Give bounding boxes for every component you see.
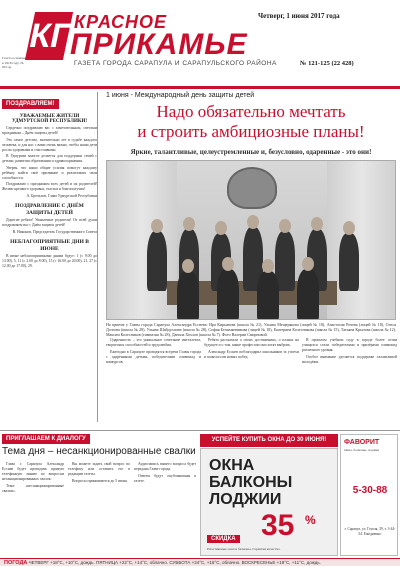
window-ad-title: [209, 457, 292, 508]
signature-2: В. Никонов, Председатель Государственного Совета: [12, 230, 97, 234]
person-head: [182, 259, 194, 273]
issue-date: Четверг, 1 июня 2017 года: [258, 12, 340, 20]
paragraph: Аудиозапись вашего вопроса будет передана Главе города.: [134, 462, 196, 471]
bad-days-heading: НЕБЛАГОПРИЯТНЫЕ ДНИ В ИЮНЕ: [10, 239, 89, 252]
paragraph: Одаренность – это уникальное сочетание интеллекта, творческих способностей и трудолюбия.: [106, 338, 201, 347]
paragraph: Дорогие ребята! Уважаемые родители! От всей души поздравляем вас с Днём защиты детей!: [2, 218, 97, 227]
paragraph: Сердечно поздравляю вас с замечательным, светлым праздником – Днём защиты детей!: [2, 126, 97, 135]
ad-line: БАЛКОНЫ: [209, 474, 293, 491]
paragraph: Это самое детство, значительно лет в судьбе каждого человека, и для нас с вами очень важно, чтобы наши дети росли здоровыми и счастливыми.: [2, 137, 97, 152]
discount-label: СКИДКА: [207, 535, 240, 543]
founded-note: Газета основана в 1918 году. № 90 год: [2, 56, 27, 69]
favorit-ad[interactable]: [340, 434, 398, 556]
headline-line-2: и строить амбициозные планы!: [137, 122, 365, 141]
curtain-right: [327, 161, 396, 320]
weather-strip: [0, 558, 400, 566]
bad-days-body: [2, 254, 97, 269]
ad-fine-print: Пластиковые окна и балконы. Гарантия качества.: [207, 547, 281, 551]
person-head: [151, 219, 163, 233]
photo-caption: На приеме у Главы города Сарапула Александра Есснева: Ира Кирьянова (школа № 21), Ульяна Мещерякова (лицей № 18), Анастасия Рочева (лицей № 18), Олеся Долгова (школа № 28), Ульяна Шайдуллина (школа № 28), София Безымянникова (лицей № 18), Екатерина Колесникова (школа № 15), Татьяна Крылова (школа № 12), Максим Колесников (гимназия № 28), Данила Хохлов (школа № 7). Фото Валерии Смирновой.: [106, 322, 396, 337]
person-silhouette: [177, 271, 199, 320]
masthead-divider: [0, 86, 400, 89]
invite-label: ПРИГЛАШАЕМ К ДИАЛОГУ: [2, 434, 90, 444]
logo-main-word: ПРИКАМЬЕ: [70, 28, 248, 61]
favorit-subtitle: Окна, балконы, лоджии: [344, 448, 380, 452]
person-head: [343, 221, 355, 235]
signature: А. Бречалов, Глава Удмуртской Республики: [26, 194, 97, 198]
person-head: [247, 215, 259, 229]
bottom-column-3: [134, 462, 196, 485]
ad-line: ЛОДЖИИ: [209, 491, 282, 508]
person-head: [262, 259, 274, 273]
paragraph: Вы можете задать свой вопрос по телефону или оставить его в редакции газеты.: [68, 462, 130, 476]
congrats-body: [2, 126, 97, 192]
paragraph: В июне неблагоприятными днями будут: 1 (с 9.00 до 13.00), 5, 11 (с 2.00 до 8.00), 15 (с 16.00 до 20.00), 21, 27 (с 12.00 до 17.00), 29.: [2, 254, 97, 268]
topline: 1 июня - Международный день защиты детей: [106, 92, 255, 99]
paragraph: Ребята рассказали о своих достижениях, о планах на будущее и о том, какие профессии они хотят выбрать.: [204, 338, 299, 347]
paragraph: Ответы будут опубликованы в газете.: [134, 473, 196, 483]
favorit-phone: 5-30-88: [352, 485, 388, 496]
paragraph: Поздравляю с праздником всех детей и их родителей! Желаю крепкого здоровья, счастья и благополучия!: [2, 182, 97, 191]
article-column-2: [204, 338, 299, 361]
congrats-heading: УВАЖАЕМЫЕ ЖИТЕЛИ УДМУРТСКОЙ РЕСПУБЛИКИ!: [11, 114, 88, 124]
person-silhouette: [217, 269, 239, 320]
person-head: [279, 219, 291, 233]
favorit-logo: ФАВОРИТ: [344, 439, 380, 446]
weather-text: ЧЕТВЕРГ +18°С, +10°С, дождь. ПЯТНИЦА +22°С, +14°С, облачно. СУББОТА +24°С, +16°С, облачно. ВОСКРЕСЕНЬЕ +19°С, +11°С, дождь.: [28, 560, 321, 565]
person-head: [302, 257, 314, 271]
person-head: [311, 217, 323, 231]
discount-value: 35: [261, 509, 295, 542]
article-column-3: [302, 338, 397, 366]
paragraph: Тема: «несанкционированные свалки».: [2, 483, 64, 493]
paragraph: В Удмуртии многое делается для поддержки семей с детьми, развития образования и здравоохранения.: [2, 154, 97, 163]
masthead: [0, 0, 400, 78]
congrats-label: ПОЗДРАВЛЯЕМ!: [2, 99, 59, 109]
congrats-heading-2: ПОЗДРАВЛЕНИЕ С ДНЁМ ЗАЩИТЫ ДЕТЕЙ: [15, 203, 84, 216]
window-ad[interactable]: [200, 448, 338, 556]
favorit-address: г. Сарапул, ул. Гоголя, 39, т. 3-44-54. Ежедневно.: [344, 527, 396, 536]
subheadline: Яркие, талантливые, целеустремленные и, безусловно, одаренные - это они!: [130, 148, 372, 156]
window-ad-banner[interactable]: УСПЕЙТЕ КУПИТЬ ОКНА ДО 30 ИЮНЯ!: [200, 434, 338, 447]
weather-label: ПОГОДА: [4, 560, 28, 566]
person-silhouette: [257, 271, 279, 320]
person-head: [222, 257, 234, 271]
issue-number: № 121-125 (22 428): [300, 60, 354, 67]
congrats-body-2: [2, 218, 97, 228]
headline-line-1: Надо обязательно мечтать: [156, 102, 346, 121]
paragraph: Александр Есснев поблагодарил школьников за успехи и пожелал им новых побед.: [204, 349, 299, 359]
discount-percent: %: [305, 513, 316, 527]
person-head: [215, 221, 227, 235]
article-column-1: [106, 338, 201, 366]
coat-of-arms-icon: [227, 167, 277, 209]
main-headline: [106, 102, 396, 142]
person-silhouette: [339, 233, 359, 291]
paragraph: Уверен, что наши общие усилия помогут каждому ребёнку найти своё призвание и реализовать свои способности.: [2, 165, 97, 180]
left-column: [2, 92, 98, 422]
bottom-divider: [0, 430, 400, 431]
paragraph: Особое внимание уделяется поддержке талантливой молодёжи.: [302, 354, 397, 364]
person-silhouette: [147, 231, 167, 291]
logo-mark: КП: [25, 12, 73, 60]
group-photo: [106, 160, 396, 320]
logo-top-word: КРАСНОЕ: [74, 12, 168, 32]
paragraph: В прошлом учебном году в городе более сотни учащихся стали победителями и призёрами олимпиад различного уровня.: [302, 338, 397, 352]
person-head: [183, 217, 195, 231]
bottom-headline: Тема дня – несанкционированные свалки: [2, 446, 196, 457]
bottom-column-2: [68, 462, 130, 485]
paragraph: Ежегодно в Сарапуле проводятся встречи Главы города с одарёнными детьми, победителями олимпиад и конкурсов.: [106, 349, 201, 364]
bottom-column-1: [2, 462, 64, 495]
tagline: ГАЗЕТА ГОРОДА САРАПУЛА И САРАПУЛЬСКОГО РАЙОНА: [74, 60, 277, 67]
ad-line: ОКНА: [209, 457, 255, 474]
paragraph: Глава г. Сарапула Александр Есснев будет проводить прямую телефонную линию по вопросам несанкционированных свалок.: [2, 462, 64, 481]
person-silhouette: [297, 269, 319, 320]
paragraph: Вопросы принимаются до 5 июня.: [72, 478, 128, 483]
